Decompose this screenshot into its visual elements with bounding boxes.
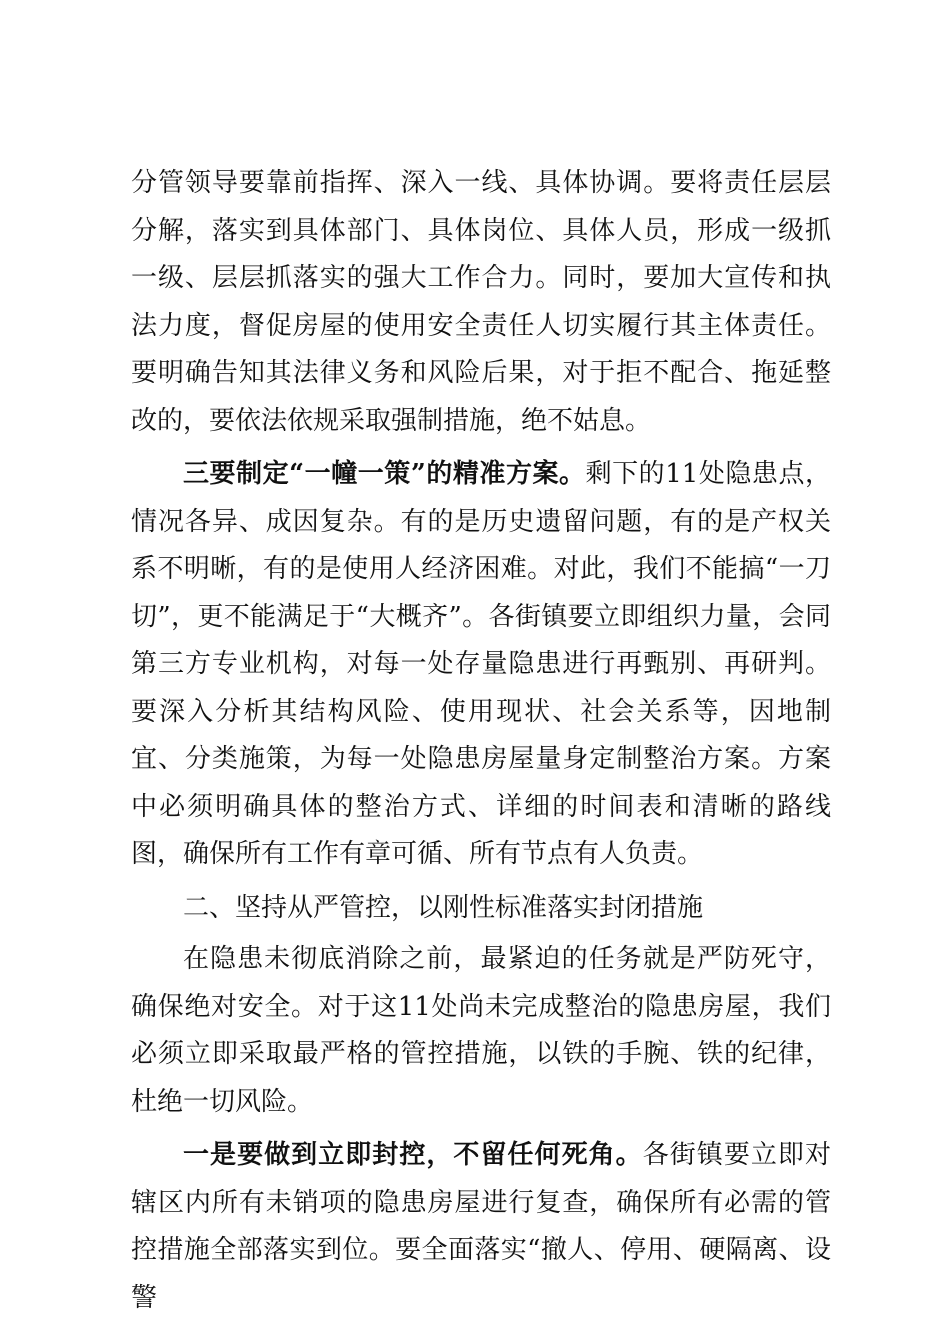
paragraph-one-building-one-plan <box>131 451 831 879</box>
paragraph-immediate-closure <box>131 1132 831 1322</box>
paragraph-lead: 一是要做到立即封控，不留任何死角。 <box>183 1140 643 1170</box>
paragraph-text: 各街镇要立即对辖区内所有未销项的隐患房屋进行复查，确保所有必需的管控措施全部落实到位。要全面落实“撤人、停用、硬隔离、设警 <box>131 1140 831 1313</box>
section-heading-text: 二、坚持从严管控，以刚性标准落实封闭措施 <box>183 892 704 923</box>
paragraph-lead: 三要制定“一幢一策”的精准方案。 <box>183 459 586 489</box>
paragraph-responsibility <box>131 160 831 445</box>
section-heading <box>131 885 831 933</box>
paragraph-text: 在隐患未彻底消除之前，最紧迫的任务就是严防死守，确保绝对安全。对于这11处尚未完成整治的隐患房屋，我们必须立即采取最严格的管控措施，以铁的手腕、铁的纪律，杜绝一切风险。 <box>131 944 831 1117</box>
document-body <box>131 160 831 1328</box>
paragraph-text: 分管领导要靠前指挥、深入一线、具体协调。要将责任层层分解，落实到具体部门、具体岗位、具体人员，形成一级抓一级、层层抓落实的强大工作合力。同时，要加大宣传和执法力度，督促房屋的使用安全责任人切实履行其主体责任。要明确告知其法律义务和风险后果，对于拒不配合、拖延整改的，要依法依规采取强制措施，绝不姑息。 <box>131 168 831 436</box>
paragraph-text: 剩下的11处隐患点，情况各异、成因复杂。有的是历史遗留问题，有的是产权关系不明晰，有的是使用人经济困难。对此，我们不能搞“一刀切”，更不能满足于“大概齐”。各街镇要立即组织力量，会同第三方专业机构，对每一处存量隐患进行再甄别、再研判。要深入分析其结构风险、使用现状、社会关系等，因地制宜、分类施策，为每一处隐患房屋量身定制整治方案。方案中必须明确具体的整治方式、详细的时间表和清晰的路线图，确保所有工作有章可循、所有节点有人负责。 <box>131 459 831 869</box>
paragraph-strict-control <box>131 936 831 1126</box>
